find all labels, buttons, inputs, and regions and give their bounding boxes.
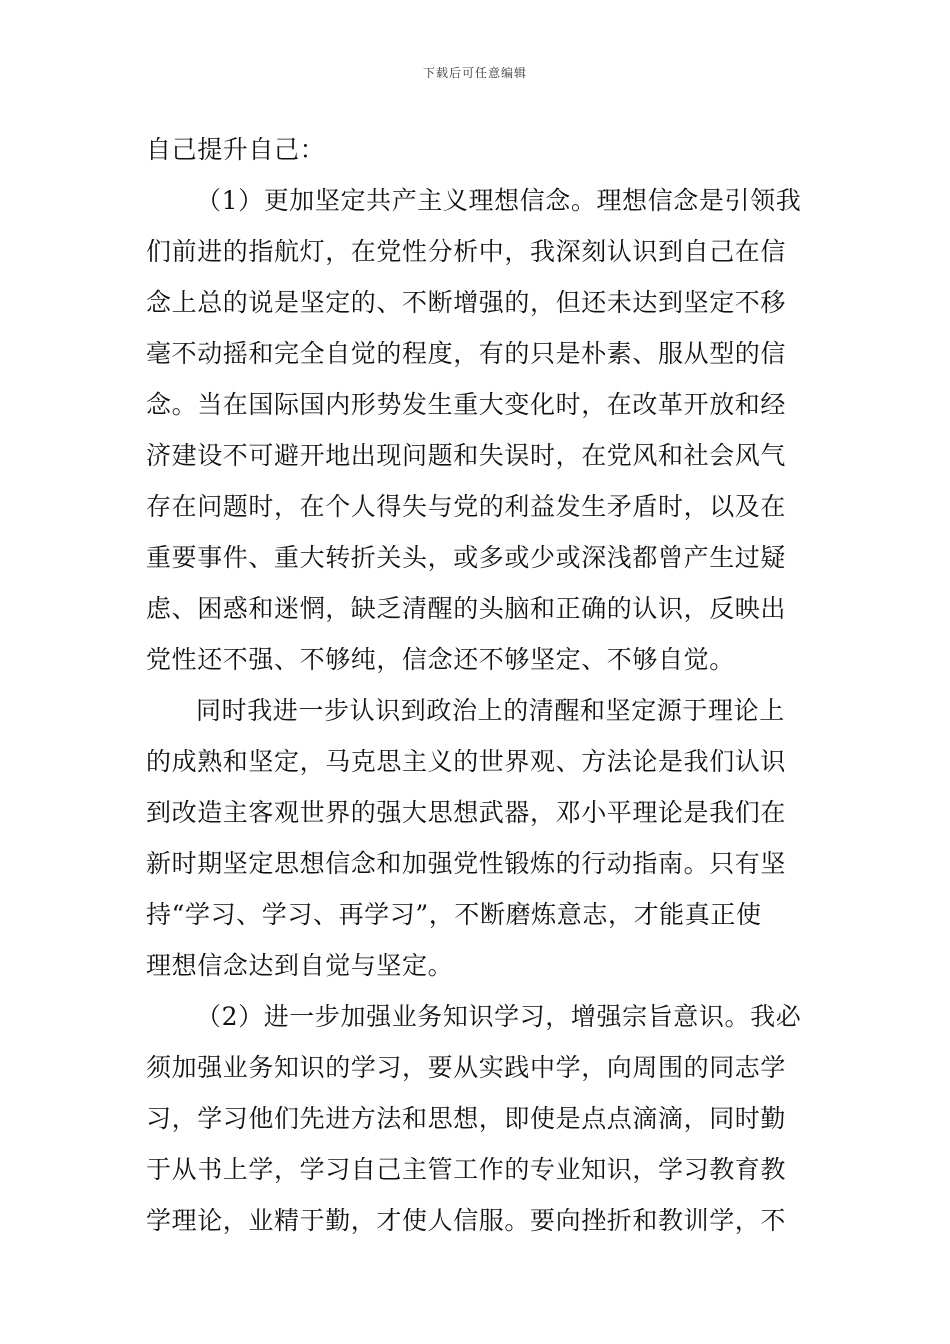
- text-line: 习，学习他们先进方法和思想，即使是点点滴滴，同时勤: [146, 1104, 787, 1133]
- text-line: 念上总的说是坚定的、不断增强的，但还未达到坚定不移: [146, 288, 787, 317]
- text-line: 重要事件、重大转折关头，或多或少或深浅都曾产生过疑: [146, 543, 787, 572]
- text-line: 党性还不强、不够纯，信念还不够坚定、不够自觉。: [146, 645, 735, 674]
- text-line: 持“学习、学习、再学习”，不断磨炼意志，才能真正使: [146, 900, 762, 929]
- text-line: 自己提升自己：: [146, 135, 326, 164]
- text-line: 虑、困惑和迷惘，缺乏清醒的头脑和正确的认识，反映出: [146, 594, 787, 623]
- document-body: [146, 124, 810, 1246]
- text-line: 新时期坚定思想信念和加强党性锻炼的行动指南。只有坚: [146, 849, 787, 878]
- text-line: 存在问题时，在个人得失与党的利益发生矛盾时，以及在: [146, 492, 787, 521]
- text-line: （2）进一步加强业务知识学习，增强宗旨意识。我必: [196, 1002, 802, 1031]
- text-line: 学理论，业精于勤，才使人信服。要向挫折和教训学，不: [146, 1206, 787, 1235]
- text-line: 们前进的指航灯，在党性分析中，我深刻认识到自己在信: [146, 237, 787, 266]
- text-line: 济建设不可避开地出现问题和失误时，在党风和社会风气: [146, 441, 787, 470]
- text-line: （1）更加坚定共产主义理想信念。理想信念是引领我: [196, 186, 802, 215]
- text-line: 须加强业务知识的学习，要从实践中学，向周围的同志学: [146, 1053, 787, 1082]
- text-line: 毫不动摇和完全自觉的程度，有的只是朴素、服从型的信: [146, 339, 787, 368]
- text-line: 于从书上学，学习自己主管工作的专业知识，学习教育教: [146, 1155, 787, 1184]
- text-line: 到改造主客观世界的强大思想武器，邓小平理论是我们在: [146, 798, 787, 827]
- text-line: 同时我进一步认识到政治上的清醒和坚定源于理论上: [196, 696, 785, 725]
- page-header: 下载后可任意编辑: [422, 66, 527, 80]
- text-line: 念。当在国际国内形势发生重大变化时，在改革开放和经: [146, 390, 787, 419]
- text-line: 理想信念达到自觉与坚定。: [146, 951, 454, 980]
- text-line: 的成熟和坚定，马克思主义的世界观、方法论是我们认识: [146, 747, 787, 776]
